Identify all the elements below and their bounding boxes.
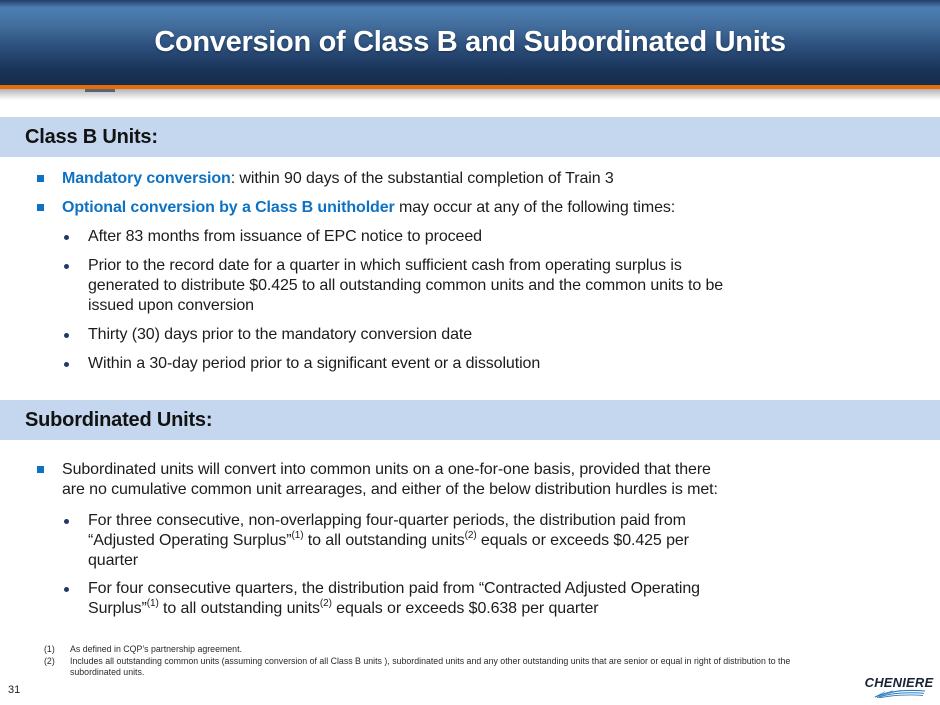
header-shadow — [0, 89, 940, 100]
header-banner — [0, 0, 940, 89]
page-number: 31 — [8, 684, 21, 696]
text-line: Includes all outstanding common units (assuming conversion of all Class B units ), subordinated units and any other outstanding units that are senior or equal in right of distribution to the — [70, 656, 791, 666]
footnotes — [44, 644, 904, 679]
bullet-text — [62, 198, 675, 218]
text-segment: to all outstanding units — [303, 532, 465, 549]
text-segment: to all outstanding units — [158, 600, 320, 617]
text-line — [88, 531, 689, 551]
sub-bullet-text — [88, 579, 700, 619]
round-bullet-icon — [64, 519, 69, 524]
text-line: Subordinated units will convert into common units on a one-for-one basis, provided that there — [62, 461, 711, 478]
text-segment: Surplus” — [88, 600, 147, 617]
text-line: For four consecutive quarters, the distribution paid from “Contracted Adjusted Operating — [88, 580, 700, 597]
section-header-class-b — [0, 117, 940, 157]
logo-swoosh-icon — [871, 689, 927, 698]
bullet-optional-conversion — [0, 198, 940, 218]
bullet-text — [62, 460, 718, 500]
text-line: are no cumulative common unit arrearages, and either of the below distribution hurdles is met: — [62, 481, 718, 498]
text-line: issued upon conversion — [88, 297, 254, 314]
round-bullet-icon — [64, 235, 69, 240]
sub-bullet-text — [88, 511, 689, 571]
footnote-ref-1: (1) — [146, 597, 159, 609]
round-bullet-icon — [64, 333, 69, 338]
round-bullet-icon — [64, 264, 69, 269]
text-line: generated to distribute $0.425 to all outstanding common units and the common units to be — [88, 277, 724, 294]
bullet-subordinated-convert — [0, 460, 940, 500]
page-title: Conversion of Class B and Subordinated Units — [154, 26, 786, 58]
square-bullet-icon — [37, 175, 44, 182]
section-heading-class-b: Class B Units: — [25, 125, 158, 148]
sub-bullet-record-date — [0, 256, 940, 316]
sub-bullet-text: After 83 months from issuance of EPC notice to proceed — [88, 228, 482, 245]
sub-bullet-text: Within a 30-day period prior to a significant event or a dissolution — [88, 355, 541, 372]
footnote-ref-2: (2) — [319, 597, 332, 609]
footnote-text: As defined in CQP’s partnership agreement. — [70, 644, 242, 654]
footnote-1 — [44, 644, 904, 655]
bullet-text — [62, 169, 614, 189]
footnote-number: (1) — [44, 644, 55, 654]
text-segment: equals or exceeds $0.638 per quarter — [331, 600, 599, 617]
bullet-mandatory-conversion — [0, 169, 940, 189]
text-line: quarter — [88, 552, 138, 569]
sub-bullet-text — [88, 256, 723, 316]
footnote-ref-1: (1) — [291, 529, 304, 541]
section-header-subordinated — [0, 400, 940, 440]
square-bullet-icon — [37, 466, 44, 473]
bullet-rest-text: may occur at any of the following times: — [394, 199, 676, 216]
text-line — [88, 599, 700, 619]
bullet-lead-text: Optional conversion by a Class B unitholder — [62, 199, 395, 216]
text-segment: equals or exceeds $0.425 per — [476, 532, 689, 549]
class-b-content — [0, 169, 940, 383]
footnote-2 — [44, 656, 904, 678]
sub-bullet-three-consecutive — [0, 511, 940, 571]
round-bullet-icon — [64, 362, 69, 367]
footnote-number: (2) — [44, 656, 55, 666]
footnote-text — [70, 656, 790, 678]
cheniere-logo-text: CHENIERE — [864, 675, 934, 690]
footnote-ref-2: (2) — [464, 529, 477, 541]
section-heading-subordinated: Subordinated Units: — [25, 408, 213, 431]
sub-bullet-thirty-days — [0, 325, 940, 345]
bullet-rest-text: : within 90 days of the substantial completion of Train 3 — [230, 170, 614, 187]
text-segment: “Adjusted Operating Surplus” — [88, 532, 292, 549]
sub-bullet-text: Thirty (30) days prior to the mandatory conversion date — [88, 326, 473, 343]
subordinated-content — [0, 460, 940, 628]
cheniere-logo — [864, 676, 934, 698]
bullet-lead-text: Mandatory conversion — [62, 170, 231, 187]
text-line: Prior to the record date for a quarter in which sufficient cash from operating surplus is — [88, 257, 682, 274]
sub-bullet-30-day-period — [0, 354, 940, 374]
sub-bullet-four-consecutive — [0, 579, 940, 619]
text-line: For three consecutive, non-overlapping four-quarter periods, the distribution paid from — [88, 512, 686, 529]
round-bullet-icon — [64, 587, 69, 592]
sub-bullet-after-83-months — [0, 227, 940, 247]
text-line: subordinated units. — [70, 667, 145, 677]
square-bullet-icon — [37, 204, 44, 211]
